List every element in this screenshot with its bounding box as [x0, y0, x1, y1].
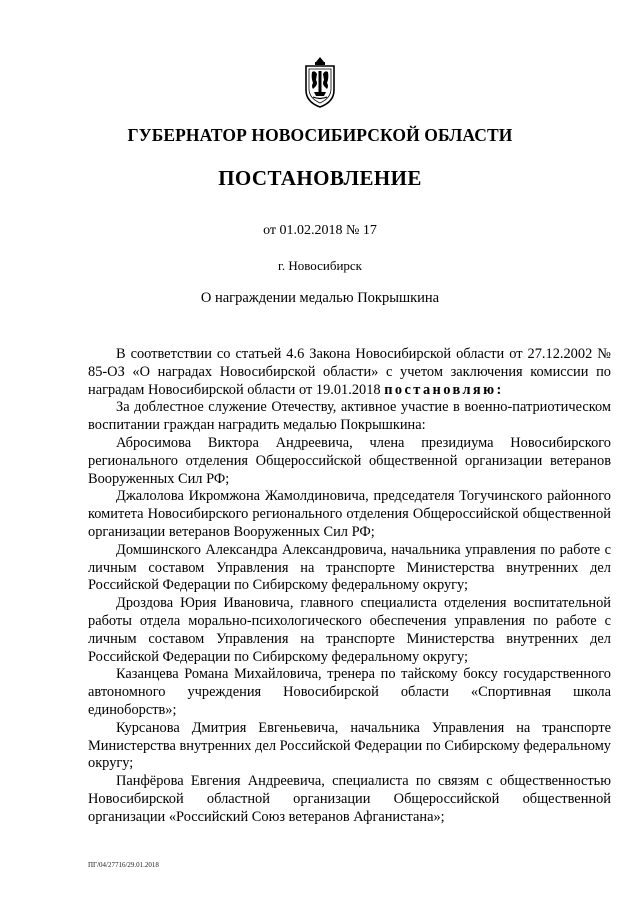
document-code: ПГ/04/27716/29.01.2018	[88, 861, 159, 869]
award-clause: За доблестное служение Отечеству, активное участие в военно-патриотическом воспитании граждан наградить медалью Покрышкина:	[88, 399, 611, 434]
decree-word: постановляю:	[384, 381, 504, 398]
document-body	[88, 346, 611, 827]
date-number-line: от 01.02.2018 № 17	[263, 223, 377, 238]
awardee-item: Панфёрова Евгения Андреевича, специалиста по связям с общественностью Новосибирской областной организации Общероссийской общественной организации «Российский Союз ветеранов Афганистана»;	[88, 773, 611, 825]
awardee-item: Домшинского Александра Александровича, начальника управления по работе с личным составом Управления на транспорте Министерства внутренних дел Российской Федерации по Сибирскому федеральному округу;	[88, 541, 611, 594]
document-subject: О награждении медалью Покрышкина	[200, 290, 440, 306]
awardee-item: Казанцева Романа Михайловича, тренера по тайскому боксу государственного автономного учреждения Новосибирской области «Спортивная школа единоборств»;	[88, 666, 611, 718]
city-line: г. Новосибирск	[277, 258, 362, 273]
document-type-title: ПОСТАНОВЛЕНИЕ	[218, 166, 422, 190]
intro-text: В соответствии со статьей 4.6 Закона Новосибирской области от 27.12.2002 № 85-ОЗ «О наградах Новосибирской области» с учетом заключения комиссии по наградам Новосибирской области от 19.01.2018	[88, 346, 611, 398]
awardee-item: Абросимова Виктора Андреевича, члена президиума Новосибирского регионального отделения Общероссийской общественной организации ветеранов Вооруженных Сил РФ;	[88, 434, 611, 487]
awardee-item: Дроздова Юрия Ивановича, главного специалиста отделения воспитательной работы отдела морально-психологического обеспечения управления по работе с личным составом Управления на транспорте Министерства внутренних дел Российской Федерации по Сибирскому федеральному округу;	[88, 595, 611, 665]
awardee-item: Курсанова Дмитрия Евгеньевича, начальника Управления на транспорте Министерства внутренних дел Российской Федерации по Сибирскому федеральному округу;	[88, 719, 611, 772]
awardee-item: Джалолова Икромжона Жамолдиновича, председателя Тогучинского районного комитета Новосибирского регионального отделения Общероссийской общественной организации ветеранов Вооруженных Сил РФ;	[88, 488, 611, 540]
organization-title: ГУБЕРНАТОР НОВОСИБИРСКОЙ ОБЛАСТИ	[127, 125, 513, 145]
intro-paragraph	[88, 346, 611, 399]
coat-of-arms-icon	[303, 56, 337, 108]
